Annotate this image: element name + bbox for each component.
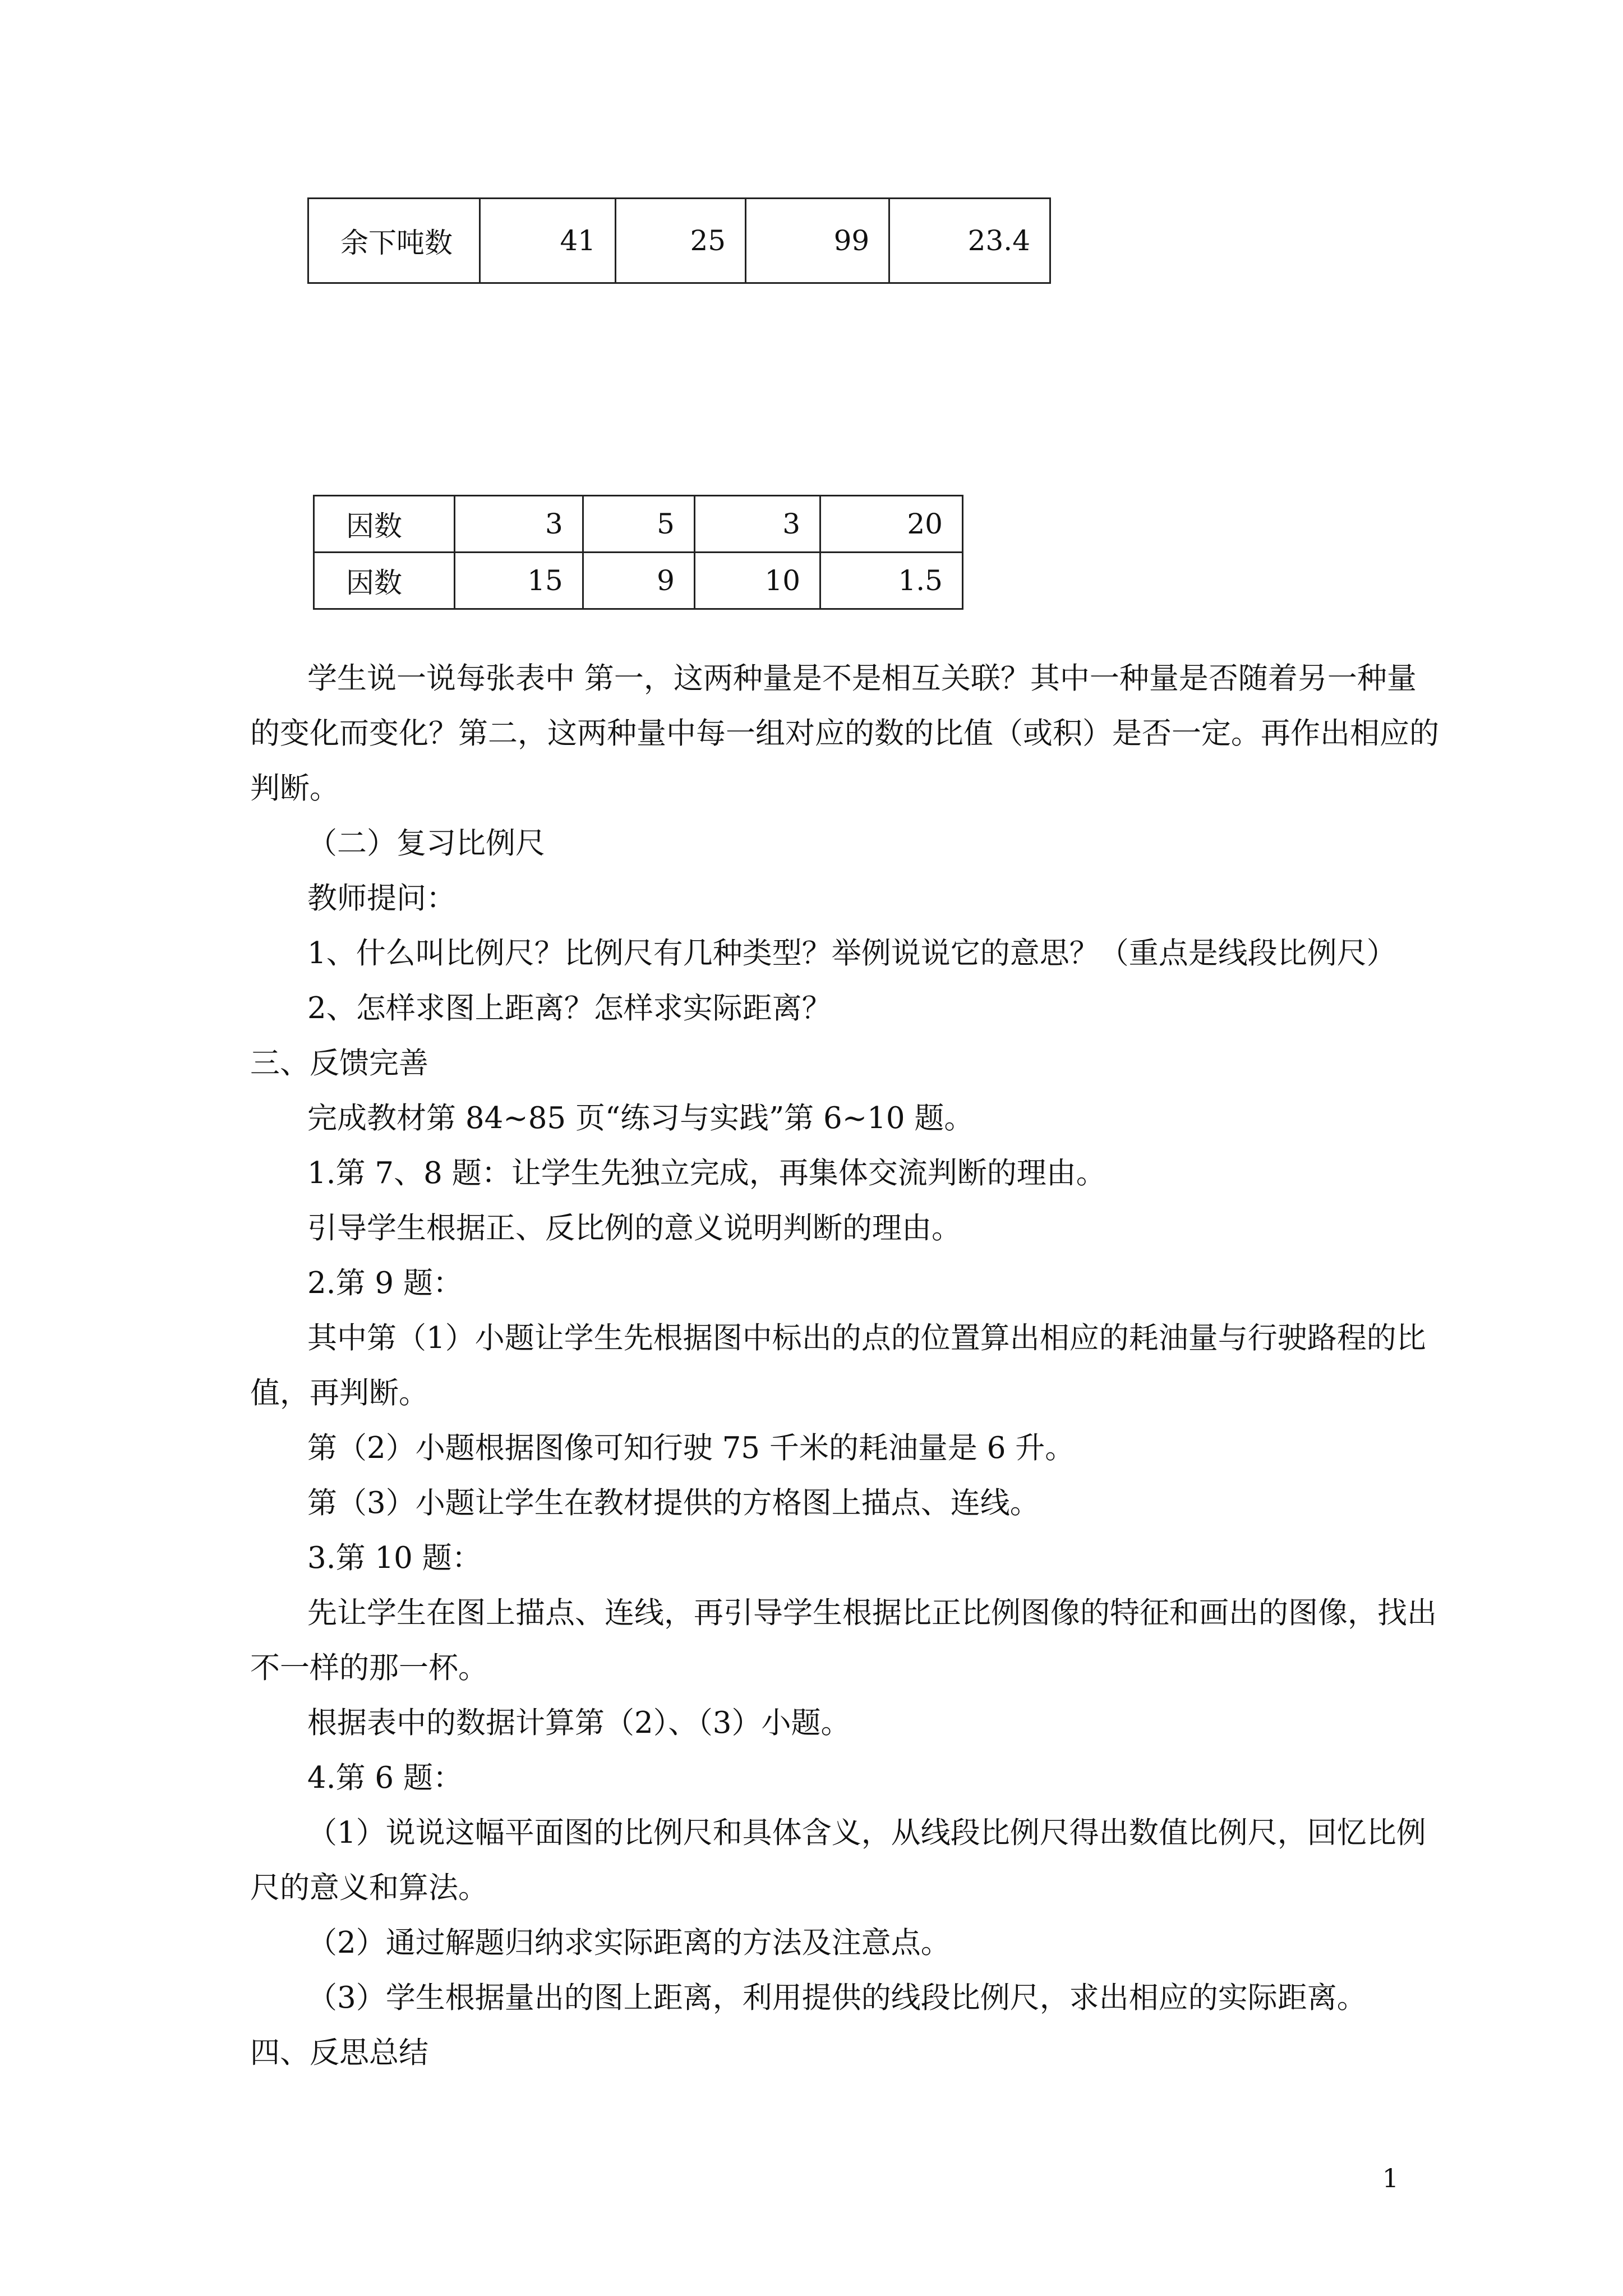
table-cell: 3 xyxy=(454,496,583,553)
table-cell: 9 xyxy=(583,553,694,609)
table-row-header: 因数 xyxy=(314,496,455,553)
paragraph-line: 根据表中的数据计算第（2）、（3）小题。 xyxy=(307,1706,851,1740)
paragraph-line: 第（3）小题让学生在教材提供的方格图上描点、连线。 xyxy=(307,1486,1040,1520)
table-row xyxy=(314,553,963,609)
table-cell: 41 xyxy=(480,199,616,283)
paragraph-line: 先让学生在图上描点、连线，再引导学生根据比正比例图像的特征和画出的图像，找出 xyxy=(307,1596,1437,1630)
paragraph-line: 教师提问： xyxy=(307,881,456,915)
paragraph-line: 学生说一说每张表中 第一，这两种量是不是相互关联？其中一种量是否随着另一种量 xyxy=(307,661,1417,696)
paragraph-line: （3）学生根据量出的图上距离，利用提供的线段比例尺，求出相应的实际距离。 xyxy=(307,1981,1367,2015)
paragraph-line: 判断。 xyxy=(250,771,339,806)
paragraph-line: 完成教材第 84~85 页“练习与实践”第 6~10 题。 xyxy=(307,1101,974,1135)
paragraph-line: 尺的意义和算法。 xyxy=(250,1871,488,1905)
table-row-header: 余下吨数 xyxy=(308,199,480,283)
table-cell: 10 xyxy=(694,553,820,609)
table-cell: 3 xyxy=(694,496,820,553)
table-row xyxy=(314,496,963,553)
table-cell: 20 xyxy=(820,496,963,553)
list-item: 4.第 6 题： xyxy=(307,1761,463,1795)
paragraph-line: 不一样的那一杯。 xyxy=(250,1651,488,1685)
paragraph-line: 第（2）小题根据图像可知行驶 75 千米的耗油量是 6 升。 xyxy=(307,1431,1075,1465)
page-number: 1 xyxy=(1382,2163,1399,2193)
paragraph-line: 值，再判断。 xyxy=(250,1376,428,1410)
section-heading: （二）复习比例尺 xyxy=(307,826,545,861)
paragraph-line: 的变化而变化？第二，这两种量中每一组对应的数的比值（或积）是否一定。再作出相应的 xyxy=(250,716,1439,751)
question-item: 1、什么叫比例尺？比例尺有几种类型？举例说说它的意思？（重点是线段比例尺） xyxy=(307,936,1396,970)
section-heading: 三、反馈完善 xyxy=(250,1046,428,1080)
table-cell: 23.4 xyxy=(889,199,1050,283)
table-cell: 1.5 xyxy=(820,553,963,609)
table-cell: 15 xyxy=(454,553,583,609)
paragraph-line: （1）说说这幅平面图的比例尺和具体含义，从线段比例尺得出数值比例尺，回忆比例 xyxy=(307,1816,1426,1850)
list-item: 2.第 9 题： xyxy=(307,1266,463,1300)
list-item: 1.第 7、8 题：让学生先独立完成，再集体交流判断的理由。 xyxy=(307,1156,1106,1190)
factor-table xyxy=(313,495,963,610)
remaining-tons-table xyxy=(307,197,1051,284)
section-heading: 四、反思总结 xyxy=(250,2036,428,2070)
table-cell: 5 xyxy=(583,496,694,553)
question-item: 2、怎样求图上距离？怎样求实际距离？ xyxy=(307,991,832,1025)
paragraph-line: 引导学生根据正、反比例的意义说明判断的理由。 xyxy=(307,1211,961,1245)
paragraph-line: （2）通过解题归纳求实际距离的方法及注意点。 xyxy=(307,1926,951,1960)
table-row-header: 因数 xyxy=(314,553,455,609)
list-item: 3.第 10 题： xyxy=(307,1541,482,1575)
paragraph-line: 其中第（1）小题让学生先根据图中标出的点的位置算出相应的耗油量与行驶路程的比 xyxy=(307,1321,1426,1355)
table-cell: 25 xyxy=(616,199,746,283)
table-row xyxy=(308,199,1050,283)
table-cell: 99 xyxy=(746,199,889,283)
